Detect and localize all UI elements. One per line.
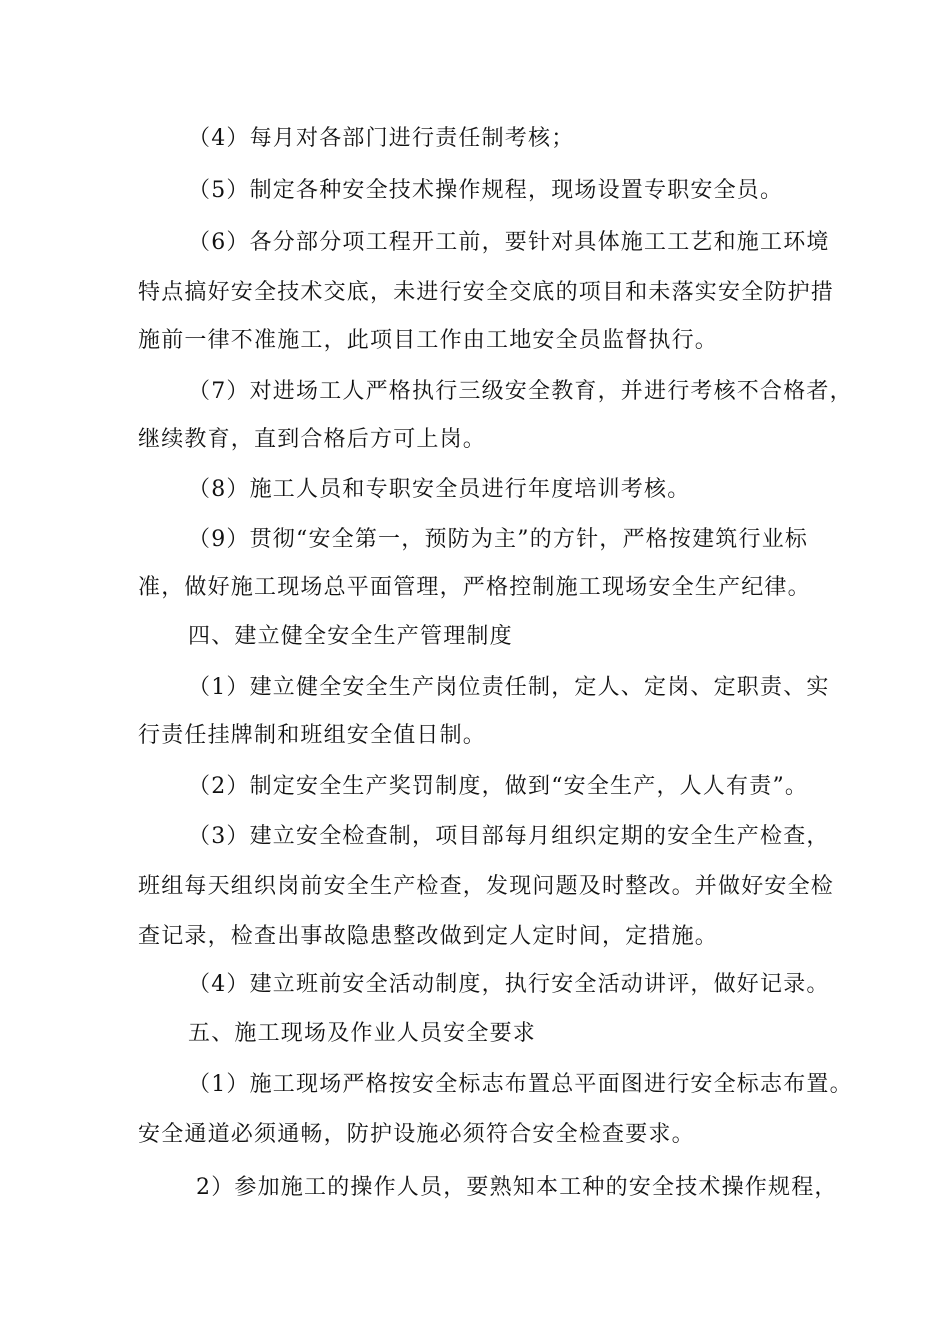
paragraph-8-line: （8）施工人员和专职安全员进行年度培训考核。 <box>188 477 691 502</box>
section-4-item-1-line-2: 行责任挂牌制和班组安全值日制。 <box>138 723 487 748</box>
section-4-item-3-line-2: 班组每天组织岗前安全生产检查，发现问题及时整改。并做好安全检 <box>138 874 835 899</box>
paragraph-9-line-2: 准，做好施工现场总平面管理，严格控制施工现场安全生产纪律。 <box>138 575 811 600</box>
section-5-item-2-line-1: 2）参加施工的操作人员，要熟知本工种的安全技术操作规程， <box>196 1175 838 1200</box>
paragraph-6-line-3: 施前一律不准施工，此项目工作由工地安全员监督执行。 <box>138 328 719 353</box>
section-5-item-1-line-2: 安全通道必须通畅，防护设施必须符合安全检查要求。 <box>138 1122 695 1147</box>
section-4-heading: 四、建立健全安全生产管理制度 <box>188 624 513 649</box>
paragraph-6-line-1: （6）各分部分项工程开工前，要针对具体施工工艺和施工环境 <box>188 230 830 255</box>
section-4-item-4-line: （4）建立班前安全活动制度，执行安全活动讲评，做好记录。 <box>188 972 830 997</box>
section-4-item-3-line-3: 查记录，检查出事故隐患整改做到定人定时间，定措施。 <box>138 924 719 949</box>
section-5-heading: 五、施工现场及作业人员安全要求 <box>188 1021 537 1046</box>
paragraph-5-line: （5）制定各种安全技术操作规程，现场设置专职安全员。 <box>188 178 784 203</box>
paragraph-6-line-2: 特点搞好安全技术交底，未进行安全交底的项目和未落实安全防护措 <box>138 280 835 305</box>
section-4-item-1-line-1: （1）建立健全安全生产岗位责任制，定人、定岗、定职责、实 <box>188 675 830 700</box>
section-4-item-2-line: （2）制定安全生产奖罚制度，做到“安全生产，人人有责”。 <box>188 774 809 799</box>
paragraph-7-line-1: （7）对进场工人严格执行三级安全教育，并进行考核不合格者， <box>188 379 853 404</box>
paragraph-7-line-2: 继续教育，直到合格后方可上岗。 <box>138 427 487 452</box>
section-4-item-3-line-1: （3）建立安全检查制，项目部每月组织定期的安全生产检查， <box>188 824 830 849</box>
paragraph-4-line: （4）每月对各部门进行责任制考核； <box>188 126 575 151</box>
paragraph-9-line-1: （9）贯彻“安全第一，预防为主”的方针，严格按建筑行业标 <box>188 527 809 552</box>
section-5-item-1-line-1: （1）施工现场严格按安全标志布置总平面图进行安全标志布置。 <box>188 1072 853 1097</box>
